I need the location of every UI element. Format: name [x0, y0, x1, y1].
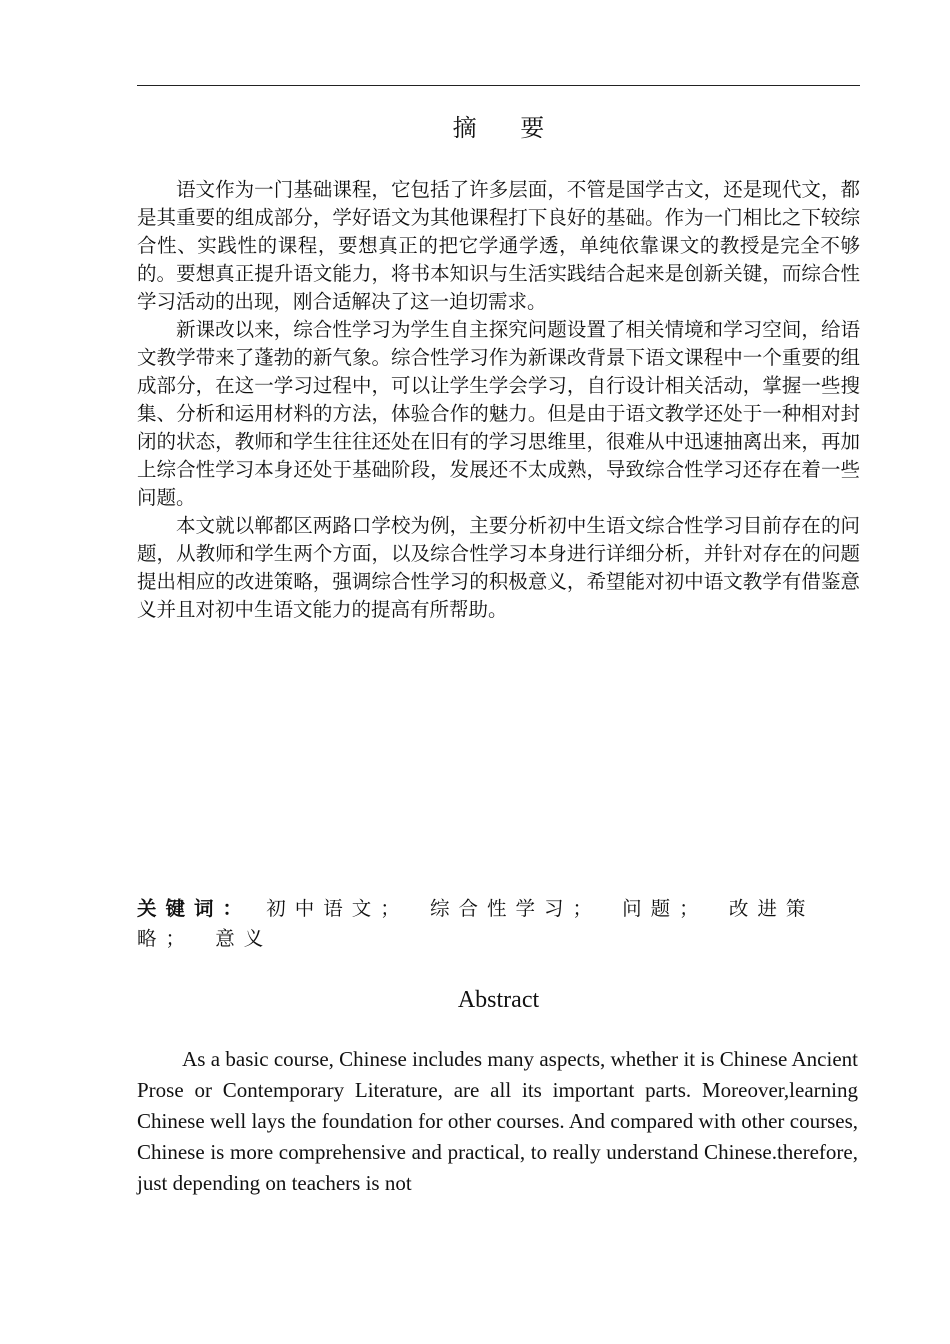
keyword-term: 综合性学习；: [429, 897, 601, 920]
abstract-cn-paragraph-1: 语文作为一门基础课程，它包括了许多层面，不管是国学古文，还是现代文，都是其重要的组成部分，学好语文为其他课程打下良好的基础。作为一门相比之下较综合性、实践性的课程，要想真正的把它学通学透，单纯依靠课文的教授是完全不够的。要想真正提升语文能力，将书本知识与生活实践结合起来是创新关键，而综合性学习活动的出现，刚合适解决了这一迫切需求。: [137, 178, 860, 313]
abstract-cn-title: 摘 要: [452, 114, 563, 142]
keyword-term: 初中语文；: [266, 897, 409, 920]
keyword-term: 改进策略；: [137, 897, 815, 950]
abstract-en-body: [137, 1044, 858, 1199]
keyword-term: 意义: [215, 927, 273, 950]
keywords-label: 关键词：: [137, 897, 252, 920]
header-rule: [137, 85, 860, 86]
abstract-en-paragraph-1: As a basic course, Chinese includes many aspects, whether it is Chinese Ancient Prose or Contemporary Literature, are all its important parts. Moreover,learning Chinese well lays the foundation for other courses. And compared with other courses, Chinese is more comprehensive and practical, to really understand Chinese.therefore, just depending on teachers is not: [137, 1047, 858, 1195]
keywords-line: [137, 894, 860, 954]
abstract-cn-paragraph-2: 新课改以来，综合性学习为学生自主探究问题设置了相关情境和学习空间，给语文教学带来了蓬勃的新气象。综合性学习作为新课改背景下语文课程中一个重要的组成部分，在这一学习过程中，可以让学生学会学习，自行设计相关活动，掌握一些搜集、分析和运用材料的方法，体验合作的魅力。但是由于语文教学还处于一种相对封闭的状态，教师和学生往往还处在旧有的学习思维里，很难从中迅速抽离出来，再加上综合性学习本身还处于基础阶段，发展还不太成熟，导致综合性学习还存在着一些问题。: [137, 318, 860, 509]
abstract-en-title: Abstract: [457, 987, 540, 1013]
keyword-term: 问题；: [622, 897, 708, 920]
abstract-cn-body: [137, 176, 860, 624]
abstract-cn-paragraph-3: 本文就以郸都区两路口学校为例，主要分析初中生语文综合性学习目前存在的问题，从教师和学生两个方面，以及综合性学习本身进行详细分析，并针对存在的问题提出相应的改进策略，强调综合性学习的积极意义，希望能对初中语文教学有借鉴意义并且对初中生语文能力的提高有所帮助。: [137, 514, 860, 621]
